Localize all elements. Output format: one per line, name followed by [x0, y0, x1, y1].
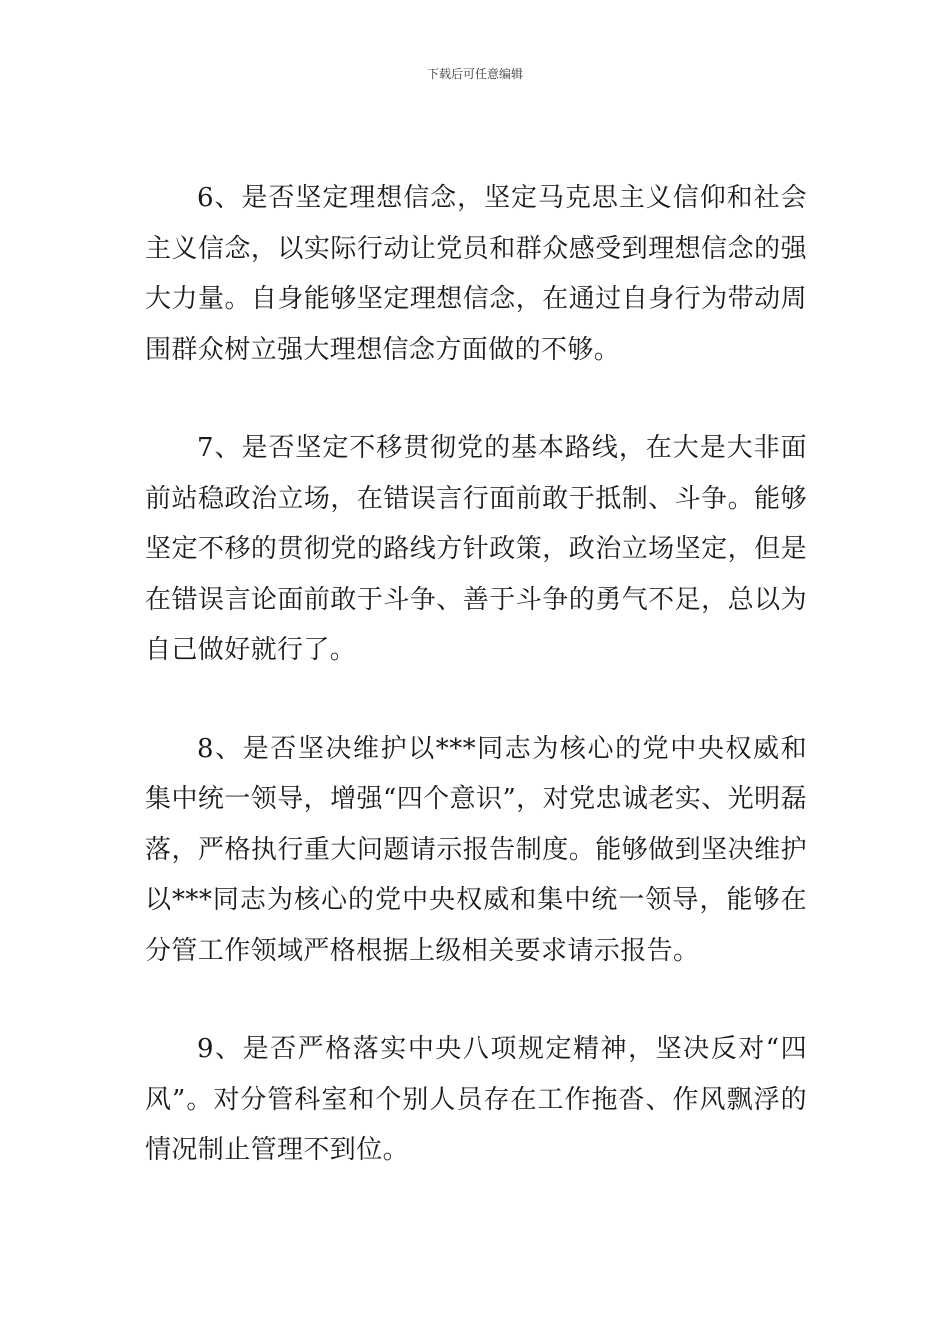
document-body — [145, 173, 807, 1176]
page-header: 下载后可任意编辑 — [426, 67, 523, 81]
paragraph-9: 9、是否严格落实中央八项规定精神，坚决反对“四风”。对分管科室和个别人员存在工作拖沓、作风飘浮的情况制止管理不到位。 — [145, 1034, 807, 1165]
paragraph-7: 7、是否坚定不移贯彻党的基本路线，在大是大非面前站稳政治立场，在错误言行面前敢于抵制、斗争。能够坚定不移的贯彻党的路线方针政策，政治立场坚定，但是在错误言论面前敢于斗争、善于斗争的勇气不足，总以为自己做好就行了。 — [145, 433, 807, 665]
paragraph-6: 6、是否坚定理想信念，坚定马克思主义信仰和社会主义信念，以实际行动让党员和群众感受到理想信念的强大力量。自身能够坚定理想信念，在通过自身行为带动周围群众树立强大理想信念方面做的不够。 — [145, 183, 807, 365]
paragraph-8: 8、是否坚决维护以***同志为核心的党中央权威和集中统一领导，增强“四个意识”，对党忠诚老实、光明磊落，严格执行重大问题请示报告制度。能够做到坚决维护以***同志为核心的党中央权威和集中统一领导，能够在分管工作领域严格根据上级相关要求请示报告。 — [145, 733, 807, 966]
